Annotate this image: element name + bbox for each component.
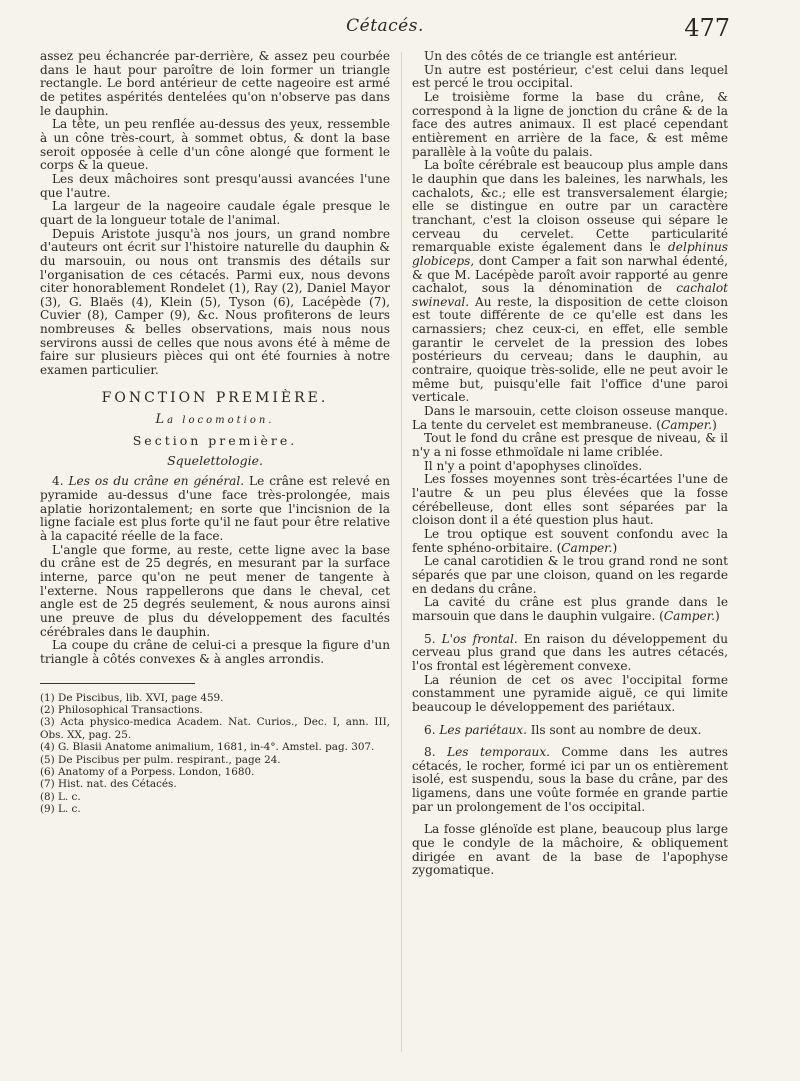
article-text: Comme dans les autres cétacés, le rocher, formé ici par un os entièrement isolé, est suspendu, sous la base du crâne, par des ligamens, dans une voûte formée en grande partie par un prolongement de l'os occipital.: [412, 745, 728, 814]
article-number: 8.: [424, 745, 448, 760]
text-run: , dont Camper a fait son narwhal édenté, & que M. Lacépède paroît avoir rapporté au genre cachalot, sous la dénomination de: [412, 253, 728, 296]
paragraph-article-5: [412, 633, 728, 674]
paragraph: La réunion de cet os avec l'occipital forme constamment une pyramide aiguë, ce qui limite beaucoup le développement des pariétaux.: [412, 672, 728, 714]
paragraph-article-8: [412, 746, 728, 814]
text-run: ): [712, 417, 717, 432]
paragraph: Un des côtés de ce triangle est antérieur.: [424, 49, 678, 63]
left-column: [40, 50, 390, 816]
subheading-rest: locomotion.: [182, 415, 275, 427]
text-run: Dans le marsouin, cette cloison osseuse manque. La tente du cervelet est membraneuse. (: [412, 404, 728, 432]
running-title: Cétacés.: [346, 16, 424, 36]
text-run: Au reste, la disposition de cette cloison est toute différente de ce qu'elle est dans les carnassiers; chez ceux-ci, en effet, elle semble garantir le cervelet de la pression des lobes postérieurs du cerveau; dans le dauphin, au contraire, quoique très-solide, elle ne peut avoir le même but, puisqu'elle fait l'office d'une paroi verticale.: [412, 294, 728, 405]
text-run: ): [612, 540, 618, 555]
text-run: Le trou optique est souvent confondu avec la fente sphéno-orbitaire. (: [412, 526, 728, 555]
article-number: 5.: [424, 631, 442, 646]
paragraph: Il n'y a point d'apophyses clinoïdes.: [424, 458, 643, 473]
text-run: ): [715, 608, 720, 623]
article-text: Ils sont au nombre de deux.: [526, 722, 702, 737]
page-number: 477: [684, 14, 730, 42]
species-name: cachalot swineval.: [412, 281, 728, 309]
paragraph: assez peu échancrée par-derrière, & assez peu courbée dans le haut pour paroître de loin former un triangle rectangle. Le bord antérieur de cette nageoire est armé de petites aspérités dentelées qu'on n'observe pas dans le dauphin.: [40, 49, 390, 118]
paragraph: La coupe du crâne de celui-ci a presque la figure d'un triangle à côtés convexes & à angles arrondis.: [40, 638, 390, 666]
footnote: (3) Acta physico-medica Academ. Nat. Curios., Dec. I, ann. III, Obs. XX, pag. 25.: [40, 716, 390, 741]
paragraph: Les fosses moyennes sont très-écartées l'une de l'autre & un peu plus élevées que la fosse cérébelleuse, dont elles sont séparées par la cloison dont il a été question plus haut.: [412, 472, 728, 528]
paragraph-article-4: [40, 475, 390, 543]
footnote: (4) G. Blasii Anatome animalium, 1681, in-4°. Amstel. pag. 307.: [40, 741, 375, 754]
text-run: La cavité du crâne est plus grande dans le marsouin que dans le dauphin vulgaire. (: [412, 595, 728, 623]
paragraph: La fosse glénoïde est plane, beaucoup plus large que le condyle de la mâchoire, & obliquement dirigée en avant de la base de l'apophyse zygomatique.: [412, 822, 728, 878]
paragraph: La largeur de la nageoire caudale égale presque le quart de la longueur totale de l'animal.: [40, 199, 390, 227]
subheading-article: a: [167, 415, 183, 427]
paragraph: Le troisième forme la base du crâne, & correspond à la ligne de jonction du crâne & de la face des autres animaux. Il est placé cependant entièrement en arrière de la face, & est même parallèle à la voûte du palais.: [412, 89, 728, 159]
subheading: [40, 413, 390, 428]
article-title: Les pariétaux.: [439, 722, 527, 737]
paragraph: Les deux mâchoires sont presqu'aussi avancées l'une que l'autre.: [40, 171, 390, 200]
subheading-initial: L: [155, 412, 168, 428]
article-number: 6.: [424, 722, 440, 737]
right-column: [412, 50, 728, 878]
footnote: (5) De Piscibus per pulm. respirant., page 24.: [40, 753, 281, 766]
section-heading: FONCTION PREMIÈRE.: [101, 389, 329, 406]
article-number: 4.: [52, 474, 69, 489]
footnote: (1) De Piscibus, lib. XVI, page 459.: [40, 691, 224, 704]
article-title: Les os du crâne en général.: [68, 474, 245, 489]
citation: Camper.: [663, 608, 715, 623]
paragraph: Tout le fond du crâne est presque de niveau, & il n'y a ni fosse ethmoïdale ni lame criblée.: [412, 431, 728, 460]
footnote: (2) Philosophical Transactions.: [40, 703, 203, 716]
footnote-list: [40, 692, 390, 816]
paragraph: L'angle que forme, au reste, cette ligne avec la base du crâne est de 25 degrés, en mesurant par la surface interne, parce qu'on ne peut mener de tangente à l'externe. Nous rappellerons que dans le cheval, cet angle est de 25 degrés seulement, & nous aurons ainsi une preuve de plus du développement des facultés cérébrales dans le dauphin.: [40, 542, 390, 639]
paragraph: La tête, un peu renflée au-dessus des yeux, ressemble à un cône très-court, à sommet obtus, & dont la base seroit opposée à celle d'un cône alongé que forment le corps & la queue.: [40, 117, 390, 173]
article-title: L'os frontal.: [441, 631, 518, 646]
page-header: [40, 14, 730, 48]
section-subtitle: Squelettologie.: [167, 452, 263, 468]
paragraph: Le canal carotidien & le trou grand rond ne sont séparés que par une cloison, quand on les regarde en dedans du crâne.: [412, 554, 728, 596]
citation: Camper.: [561, 540, 613, 555]
footnote: (8) L. c.: [40, 790, 81, 803]
paragraph: [412, 405, 728, 432]
article-title: Les temporaux.: [447, 745, 550, 760]
article-text: Le crâne est relevé en pyramide au-dessus d'une face très-prolongée, mais aplatie horizontalement; en sorte que l'incisnion de la ligne faciale est plus forte qu'il ne faut pour être relative à la capacité réelle de la face.: [40, 474, 390, 543]
footnote: (6) Anatomy of a Porpess. London, 1680.: [40, 766, 255, 778]
column-divider: [401, 52, 402, 1052]
paragraph: Depuis Aristote jusqu'à nos jours, un grand nombre d'auteurs ont écrit sur l'histoire naturelle du dauphin & du marsouin, ou nous ont transmis des détails sur l'organisation de ces cétacés. Parmi eux, nous devons citer honorablement Rondelet (1), Ray (2), Daniel Mayor (3), G. Blaës (4), Klein (5), Tyson (6), Lacépède (7), Cuvier (8), Camper (9), &c. Nous profiterons de leurs nombreuses & belles observations, mais nous nous servirons aussi de celles que nous avons été à même de faire sur plusieurs pièces qui ont été fournies à notre examen particulier.: [40, 226, 390, 378]
section-title: Section première.: [132, 433, 298, 449]
citation: Camper.: [660, 417, 713, 432]
text-run: La boîte cérébrale est beaucoup plus ample dans le dauphin que dans les baleines, les narwhals, les cachalots, &c.; elle est transversalement élargie; elle se distingue en outre par un caractère tranchant, c'est la cloison osseuse qui sépare le cerveau du cervelet. Cette particularité remarquable existe également dans le: [412, 158, 728, 255]
footnote: (9) L. c.: [40, 803, 81, 816]
footnote: (7) Hist. nat. des Cétacés.: [40, 778, 177, 791]
paragraph: [412, 528, 728, 555]
footnote-rule: [40, 683, 195, 690]
article-text: En raison du développement du cerveau plus grand que dans les autres cétacés, l'os frontal est légèrement convexe.: [412, 631, 728, 673]
paragraph: [412, 596, 728, 623]
paragraph: [412, 159, 728, 405]
paragraph-article-6: [412, 724, 728, 738]
species-name: delphinus globiceps: [412, 240, 728, 268]
paragraph: Un autre est postérieur, c'est celui dans lequel est percé le trou occipital.: [412, 62, 728, 91]
